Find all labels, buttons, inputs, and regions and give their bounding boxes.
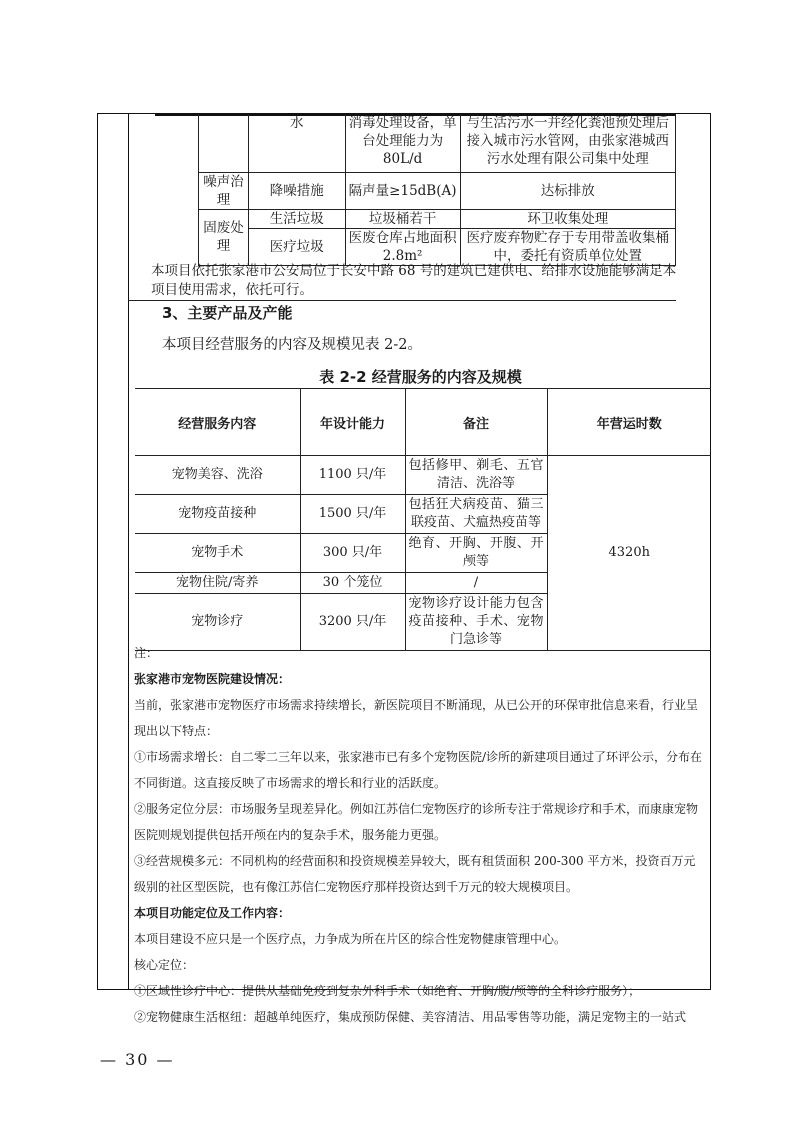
category-cell: 噪声治理 — [199, 172, 249, 209]
service-cell: 宠物住院/寄养 — [135, 573, 300, 594]
service-cell: 宠物疫苗接种 — [135, 495, 300, 534]
notes-paragraph: 当前，张家港市宠物医疗市场需求持续增长，新医院项目不断涌现，从已公开的环保审批信息来看，行业呈现出以下特点： — [134, 698, 699, 738]
notes-paragraph: ①市场需求增长：自二零二三年以来，张家港市已有多个宠物医院/诊所的新建项目通过了环评公示，分布在不同街道。这直接反映了市场需求的增长和行业的活跃度。 — [134, 750, 703, 790]
capacity-cell: 300 只/年 — [300, 534, 405, 573]
measure-cell: 医废仓库占地面积 2.8m² — [345, 228, 460, 265]
measure-cell: 垃圾桶若干 — [345, 209, 460, 228]
item-cell: 水 — [248, 114, 345, 172]
service-cell: 宠物手术 — [135, 534, 300, 573]
remark-cell: 包括修甲、剃毛、五官清洁、洗浴等 — [405, 456, 547, 495]
notes-paragraph: ①区域性诊疗中心：提供从基础免疫到复杂外科手术（如绝育、开胸/腹/颅等的全科诊疗服务）； — [134, 984, 641, 998]
remark-cell: 宠物诊疗设计能力包含疫苗接种、手术、宠物门急诊等 — [405, 594, 547, 651]
capacity-cell: 30 个笼位 — [300, 573, 405, 594]
rely-note: 本项目依托张家港市公安局位于长安中路 68 号的建筑已建供电、给排水设施能够满足本项目使用需求，依托可行。 — [151, 263, 677, 298]
result-cell: 医疗废弃物贮存于专用带盖收集桶中，委托有资质单位处置 — [460, 228, 675, 265]
category-cell: 固废处理 — [199, 209, 249, 265]
notes-heading-positioning: 本项目功能定位及工作内容： — [134, 906, 291, 920]
capacity-cell: 1500 只/年 — [300, 495, 405, 534]
table-row — [135, 456, 711, 495]
service-table — [135, 388, 711, 651]
section-intro: 本项目经营服务的内容及规模见表 2-2。 — [162, 337, 422, 353]
table-row — [199, 209, 676, 228]
notes-section — [134, 640, 704, 1030]
notes-paragraph: ③经营规模多元：不同机构的经营面积和投资规模差异较大，既有租赁面积 200-300 平方米，投资百万元级别的社区型医院，也有像江苏信仁宠物医疗那样投资达到千万元的较大规模项目。 — [134, 854, 696, 894]
notes-paragraph: 核心定位： — [134, 958, 195, 972]
notes-label: 注： — [134, 646, 159, 660]
capacity-cell: 1100 只/年 — [300, 456, 405, 495]
result-cell: 环卫收集处理 — [460, 209, 675, 228]
category-cell — [199, 114, 249, 172]
item-cell: 生活垃圾 — [248, 209, 345, 228]
measure-cell: 隔声量≥15dB(A) — [345, 172, 460, 209]
item-cell: 降噪措施 — [248, 172, 345, 209]
service-cell: 宠物美容、洗浴 — [135, 456, 300, 495]
page-number: — 30 — — [100, 1050, 175, 1069]
measure-cell: 消毒处理设备，单台处理能力为80L/d — [345, 114, 460, 172]
notes-paragraph: ②宠物健康生活枢纽：超越单纯医疗，集成预防保健、美容清洁、用品零售等功能，满足宠物主的一站式 — [134, 1010, 687, 1024]
table-row — [199, 228, 676, 265]
remark-cell: 绝育、开胸、开腹、开颅等 — [405, 534, 547, 573]
remark-cell: / — [405, 573, 547, 594]
column-header: 备注 — [405, 389, 547, 456]
operating-hours-cell: 4320h — [547, 456, 711, 651]
capacity-cell: 3200 只/年 — [300, 594, 405, 651]
column-header: 经营服务内容 — [135, 389, 300, 456]
table-caption: 表 2-2 经营服务的内容及规模 — [319, 368, 522, 386]
frame-left-column-divider — [128, 113, 129, 990]
notes-paragraph: ②服务定位分层：市场服务呈现差异化。例如江苏信仁宠物医疗的诊所专注于常规诊疗和手术，而康康宠物医院则规划提供包括开颅在内的复杂手术，服务能力更强。 — [134, 802, 699, 842]
pollution-control-table — [198, 114, 676, 266]
table-header-row — [135, 389, 711, 456]
section-heading: 3、主要产品及产能 — [162, 304, 293, 322]
notes-heading-construction: 张家港市宠物医院建设情况： — [134, 672, 291, 686]
result-cell: 达标排放 — [460, 172, 675, 209]
remark-cell: 包括狂犬病疫苗、猫三联疫苗、犬瘟热疫苗等 — [405, 495, 547, 534]
notes-paragraph: 本项目建设不应只是一个医疗点，力争成为所在片区的综合性宠物健康管理中心。 — [134, 932, 567, 946]
column-header: 年营运时数 — [547, 389, 711, 456]
column-header: 年设计能力 — [300, 389, 405, 456]
service-cell: 宠物诊疗 — [135, 594, 300, 651]
table-row — [199, 172, 676, 209]
table-row — [199, 114, 676, 172]
result-cell: 与生活污水一并经化粪池预处理后接入城市污水管网，由张家港城西污水处理有限公司集中处理 — [460, 114, 675, 172]
item-cell: 医疗垃圾 — [248, 228, 345, 265]
divider-line — [128, 300, 676, 301]
